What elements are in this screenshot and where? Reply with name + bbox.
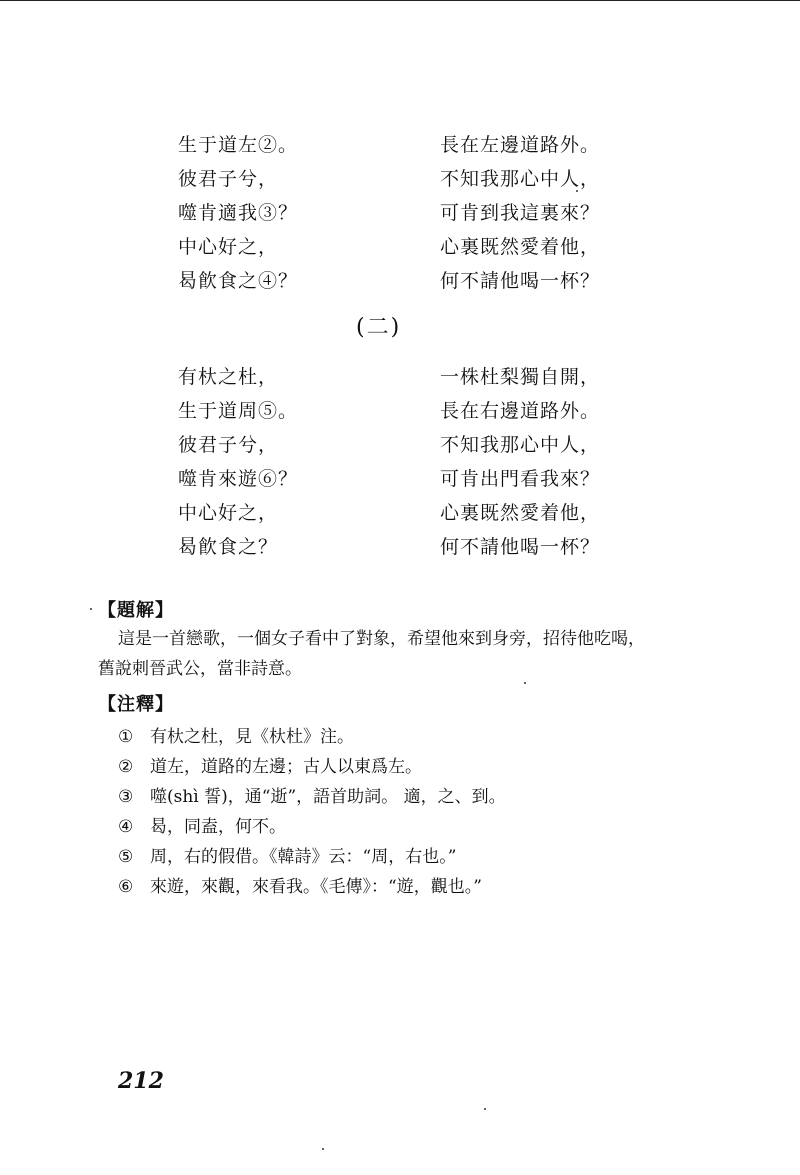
translation-verse: 長在左邊道路外。 bbox=[440, 134, 601, 156]
scan-speck bbox=[484, 1108, 486, 1110]
translation-verse: 何不請他喝一杯？ bbox=[440, 270, 601, 292]
explanation-line: 舊說刺晉武公，當非詩意。 bbox=[98, 659, 302, 679]
poem-line bbox=[0, 496, 800, 530]
note-number: ⑥ bbox=[118, 877, 134, 897]
stanza-2 bbox=[0, 360, 800, 564]
explanation-heading: 【題解】 bbox=[98, 600, 174, 621]
translation-verse: 長在右邊道路外。 bbox=[440, 400, 601, 422]
poem-line bbox=[0, 530, 800, 564]
scan-speck bbox=[524, 682, 526, 684]
note-text: 來遊，來觀，來看我。《毛傳》：“遊，觀也。” bbox=[150, 877, 482, 897]
note-number: ③ bbox=[118, 787, 134, 807]
top-rule bbox=[0, 0, 800, 1]
original-verse: 噬肯來遊⑥？ bbox=[178, 468, 299, 490]
poem-line bbox=[0, 162, 800, 196]
scan-speck bbox=[90, 608, 92, 610]
translation-verse: 心裏既然愛着他， bbox=[440, 236, 601, 258]
note-number: ② bbox=[118, 757, 134, 777]
original-verse: 有杕之杜， bbox=[178, 366, 279, 388]
translation-verse: 不知我那心中人， bbox=[440, 168, 601, 190]
original-verse: 曷飮食之④？ bbox=[178, 270, 299, 292]
note-number: ① bbox=[118, 727, 134, 747]
original-verse: 噬肯適我③？ bbox=[178, 202, 299, 224]
explanation-text bbox=[98, 624, 738, 684]
translation-verse: 心裏既然愛着他， bbox=[440, 502, 601, 524]
poem-line bbox=[0, 128, 800, 162]
note-item bbox=[118, 872, 506, 902]
translation-verse: 可肯出門看我來？ bbox=[440, 468, 601, 490]
explanation-line: 這是一首戀歌，一個女子看中了對象，希望他來到身旁，招待他吃喝， bbox=[118, 629, 645, 649]
notes-list bbox=[118, 722, 506, 902]
poem-line bbox=[0, 428, 800, 462]
notes-heading: 【注釋】 bbox=[98, 694, 174, 715]
original-verse: 彼君子兮， bbox=[178, 168, 279, 190]
note-item bbox=[118, 722, 506, 752]
poem-line bbox=[0, 264, 800, 298]
poem-line bbox=[0, 230, 800, 264]
note-item bbox=[118, 842, 506, 872]
note-text: 周，右的假借。《韓詩》云：“周，右也。” bbox=[150, 847, 457, 867]
translation-verse: 可肯到我這裏來？ bbox=[440, 202, 601, 224]
scan-speck bbox=[576, 190, 578, 192]
stanza-1 bbox=[0, 128, 800, 298]
original-verse: 中心好之， bbox=[178, 236, 279, 258]
original-verse: 中心好之， bbox=[178, 502, 279, 524]
poem-line bbox=[0, 196, 800, 230]
translation-verse: 不知我那心中人， bbox=[440, 434, 601, 456]
section-number: (二) bbox=[356, 315, 402, 340]
note-text: 道左，道路的左邊；古人以東爲左。 bbox=[150, 757, 422, 777]
note-item bbox=[118, 752, 506, 782]
poem-line bbox=[0, 394, 800, 428]
original-verse: 生于道周⑤。 bbox=[178, 400, 299, 422]
poem-line bbox=[0, 462, 800, 496]
original-verse: 曷飮食之？ bbox=[178, 536, 279, 558]
note-number: ④ bbox=[118, 817, 134, 837]
poem-line bbox=[0, 360, 800, 394]
note-text: 曷，同盍，何不。 bbox=[150, 817, 286, 837]
note-text: 噬(shì 誓)，通“逝”，語首助詞。 適，之、到。 bbox=[150, 787, 506, 807]
page-number: 212 bbox=[118, 1068, 164, 1094]
note-item bbox=[118, 782, 506, 812]
scan-speck bbox=[322, 1148, 324, 1150]
note-text: 有杕之杜，見《杕杜》注。 bbox=[150, 727, 354, 747]
note-number: ⑤ bbox=[118, 847, 134, 867]
translation-verse: 何不請他喝一杯？ bbox=[440, 536, 601, 558]
original-verse: 彼君子兮， bbox=[178, 434, 279, 456]
original-verse: 生于道左②。 bbox=[178, 134, 299, 156]
translation-verse: 一株杜梨獨自開， bbox=[440, 366, 601, 388]
note-item bbox=[118, 812, 506, 842]
